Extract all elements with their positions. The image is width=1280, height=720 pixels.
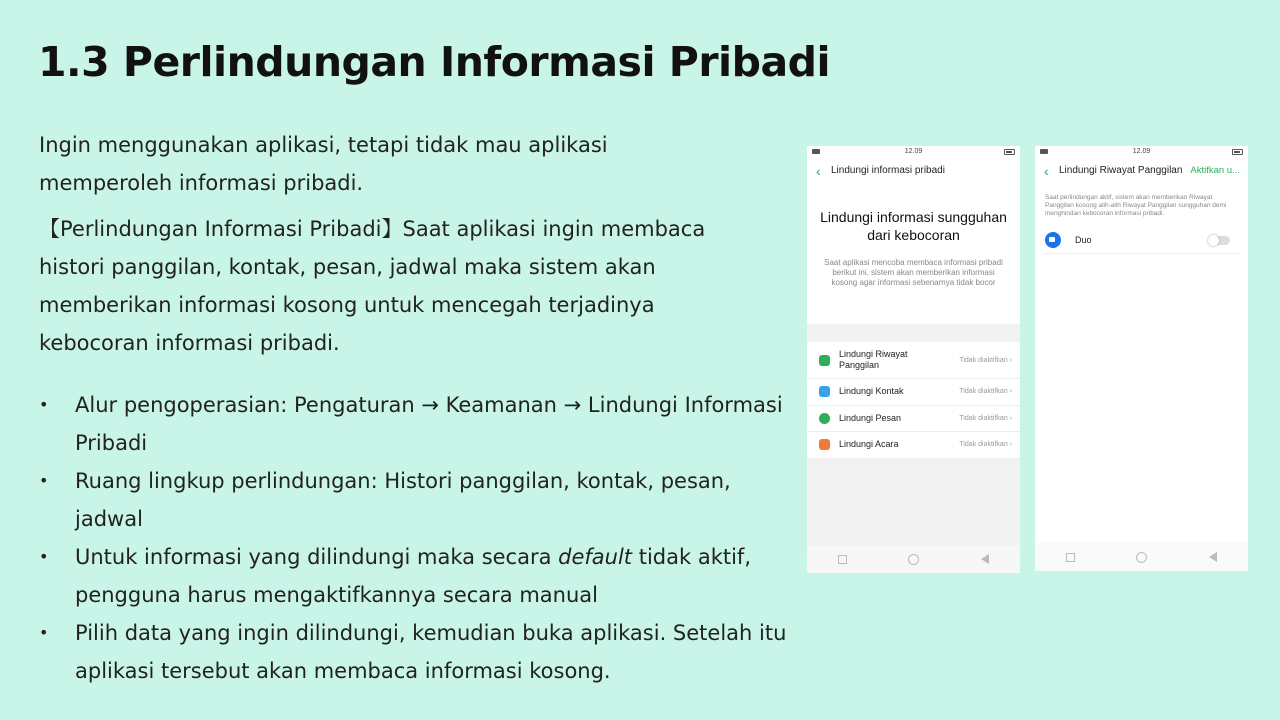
bullet-text: Ruang lingkup perlindungan: Histori panggilan, kontak, pesan, jadwal — [75, 469, 731, 531]
bullet-item — [39, 538, 799, 614]
android-nav-bar — [1035, 543, 1248, 571]
app-row-duo[interactable] — [1043, 226, 1240, 254]
hero-section — [807, 184, 1020, 324]
hero-description: Saat aplikasi mencoba membaca informasi pribadi berikut ini, sistem akan memberikan informasi kosong agar informasi sebenarnya tidak bocor — [824, 258, 1003, 287]
setting-status: Tidak diaktifkan › — [959, 441, 1012, 449]
status-bar — [1035, 146, 1248, 158]
bullet-text-end: tidak aktif, pengguna harus mengaktifkannya secara manual — [75, 545, 751, 607]
bullet-text-start: Untuk informasi yang dilindungi maka secara — [75, 545, 559, 569]
hero-title: Lindungi informasi sungguhan dari kebocoran — [820, 209, 1007, 243]
back-arrow-icon[interactable]: ‹ — [1044, 163, 1049, 179]
contact-icon — [819, 386, 830, 397]
status-time: 12.09 — [904, 148, 923, 155]
protection-toggle[interactable] — [1208, 236, 1230, 245]
intro-text — [39, 126, 739, 370]
nav-title: Lindungi Riwayat Panggilan — [1059, 165, 1183, 176]
battery-icon — [1004, 149, 1015, 155]
nav-bar — [807, 158, 1020, 184]
duo-app-icon — [1045, 232, 1061, 248]
setting-label: Lindungi Riwayat Panggilan — [839, 349, 908, 370]
setting-status: Tidak diaktifkan › — [959, 388, 1012, 396]
bullet-marker: • — [39, 395, 49, 414]
notification-icon — [1040, 149, 1048, 154]
nav-title: Lindungi informasi pribadi — [831, 165, 945, 176]
intro-paragraph-2: 【Perlindungan Informasi Pribadi】Saat aplikasi ingin membaca histori panggilan, kontak, pesan, jadwal maka sistem akan memberikan informasi kosong untuk mencegah terjadinya kebocoran informasi pribadi. — [39, 217, 706, 355]
setting-item-contacts[interactable] — [807, 379, 1020, 406]
setting-label: Lindungi Pesan — [839, 412, 902, 423]
setting-item-events[interactable] — [807, 432, 1020, 459]
setting-status: Tidak diaktifkan › — [959, 414, 1012, 422]
phone-screenshot-privacy-settings — [807, 146, 1020, 573]
home-icon[interactable] — [1136, 552, 1147, 563]
back-arrow-icon[interactable]: ‹ — [816, 163, 821, 179]
bullet-text: Alur pengoperasian: Pengaturan → Keamanan → Lindungi Informasi Pribadi — [75, 393, 783, 455]
battery-icon — [1232, 149, 1243, 155]
status-time: 12.09 — [1132, 148, 1151, 155]
recent-apps-icon[interactable] — [838, 555, 847, 564]
calendar-icon — [819, 439, 830, 450]
message-icon — [819, 413, 830, 424]
setting-list — [807, 342, 1020, 459]
bullet-list — [39, 386, 799, 690]
notification-icon — [812, 149, 820, 154]
setting-label: Lindungi Kontak — [839, 386, 904, 397]
bullet-text: Pilih data yang ingin dilindungi, kemudian buka aplikasi. Setelah itu aplikasi tersebut akan membaca informasi kosong. — [75, 621, 787, 683]
nav-bar — [1035, 158, 1248, 184]
setting-item-messages[interactable] — [807, 406, 1020, 433]
setting-item-call-history[interactable] — [807, 342, 1020, 379]
android-nav-bar — [807, 545, 1020, 573]
bullet-item — [39, 614, 799, 690]
bullet-marker: • — [39, 471, 49, 490]
bullet-item — [39, 386, 799, 462]
home-icon[interactable] — [908, 554, 919, 565]
status-bar — [807, 146, 1020, 158]
bullet-marker: • — [39, 547, 49, 566]
phone-screenshot-call-history — [1035, 146, 1248, 571]
page-title: 1.3 Perlindungan Informasi Pribadi — [38, 38, 831, 86]
setting-label: Lindungi Acara — [839, 439, 899, 450]
bullet-item — [39, 462, 799, 538]
setting-status: Tidak diaktifkan › — [959, 356, 1012, 364]
app-name: Duo — [1075, 234, 1092, 245]
bullet-text-italic: default — [558, 545, 633, 569]
protection-description: Saat perlindungan aktif, sistem akan memberikan Riwayat Panggilan kosong alih-alih Riwayat Panggilan sungguhan demi menghindari kebocoran informasi pribadi. — [1045, 194, 1227, 217]
back-icon[interactable] — [981, 554, 989, 564]
intro-paragraph-1: Ingin menggunakan aplikasi, tetapi tidak mau aplikasi memperoleh informasi pribadi. — [39, 133, 608, 195]
enable-all-link[interactable]: Aktifkan u... — [1190, 165, 1240, 176]
back-icon[interactable] — [1209, 552, 1217, 562]
bullet-marker: • — [39, 623, 49, 642]
phone-icon — [819, 355, 830, 366]
recent-apps-icon[interactable] — [1066, 553, 1075, 562]
